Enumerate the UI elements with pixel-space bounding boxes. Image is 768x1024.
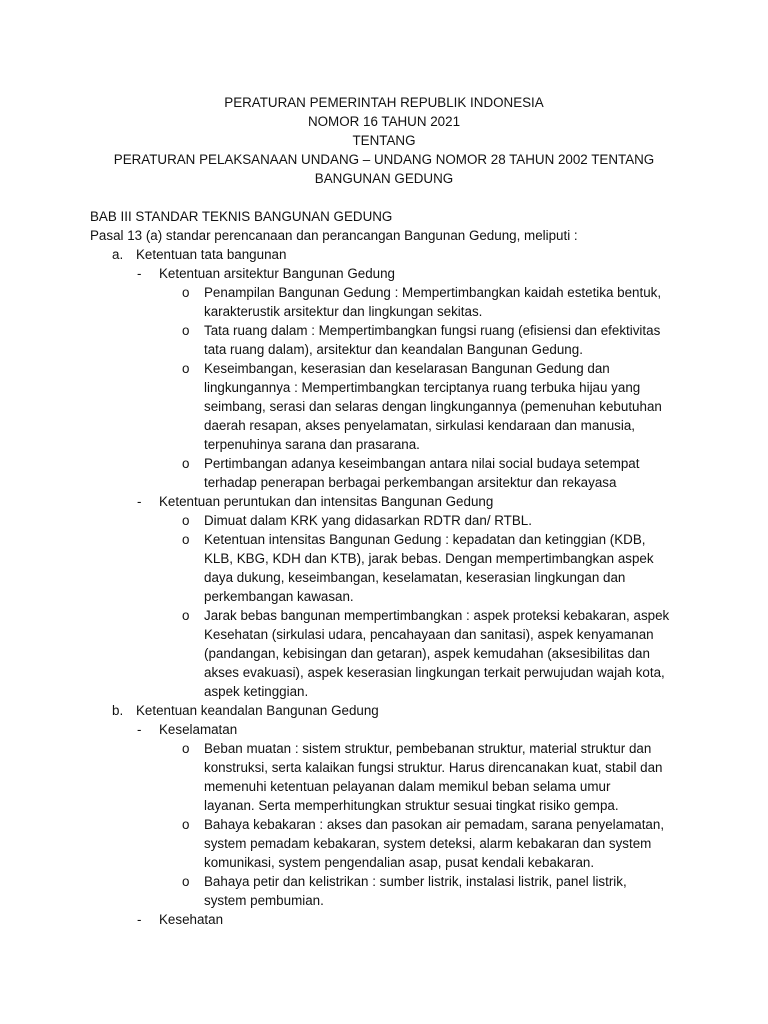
dash-bullet: - <box>137 722 142 737</box>
bullet-item-text: Dimuat dalam KRK yang didasarkan RDTR dan/ RTBL. <box>204 513 532 528</box>
bullet-item-line <box>90 891 730 910</box>
bullet-item-text: tata ruang dalam), arsitektur dan keandalan Bangunan Gedung. <box>204 342 583 357</box>
bullet-item-line <box>90 663 730 682</box>
bullet-item-line <box>90 359 730 378</box>
circle-bullet-icon: o <box>182 513 190 528</box>
chapter-title-text: BAB III STANDAR TEKNIS BANGUNAN GEDUNG <box>90 209 393 224</box>
bullet-item-line <box>90 834 730 853</box>
circle-bullet-icon: o <box>182 532 190 547</box>
document-heading <box>0 93 768 188</box>
heading-line: TENTANG <box>352 133 416 148</box>
bullet-item-line <box>90 682 730 701</box>
bullet-item-text: lingkungannya : Mempertimbangkan terciptanya ruang terbuka hijau yang <box>204 380 641 395</box>
bullet-item-text: system pembumian. <box>204 893 324 908</box>
subsection-title: Ketentuan peruntukan dan intensitas Bangunan Gedung <box>159 494 494 509</box>
circle-bullet-icon: o <box>182 323 190 338</box>
document-body <box>90 207 730 929</box>
bullet-item-text: Keseimbangan, keserasian dan keselarasan Bangunan Gedung dan <box>204 361 610 376</box>
bullet-item-text: Ketentuan intensitas Bangunan Gedung : kepadatan dan ketinggian (KDB, <box>204 532 646 547</box>
bullet-item-text: aspek ketinggian. <box>204 684 309 699</box>
bullet-item-line <box>90 511 730 530</box>
article-title <box>90 226 730 245</box>
bullet-item-line <box>90 815 730 834</box>
bullet-item-line <box>90 796 730 815</box>
bullet-item-text: Jarak bebas bangunan mempertimbangkan : aspek proteksi kebakaran, aspek <box>204 608 670 623</box>
bullet-item-line <box>90 853 730 872</box>
bullet-item-line <box>90 872 730 891</box>
circle-bullet-icon: o <box>182 608 190 623</box>
article-title-text: Pasal 13 (a) standar perencanaan dan perancangan Bangunan Gedung, meliputi : <box>90 228 578 243</box>
subsection-item <box>90 264 730 283</box>
heading-line: NOMOR 16 TAHUN 2021 <box>307 114 461 129</box>
bullet-item-line <box>90 302 730 321</box>
subsection-item <box>90 910 730 929</box>
bullet-item-line <box>90 777 730 796</box>
bullet-item-text: daerah resapan, akses penyelamatan, sirkulasi kendaraan dan manusia, <box>204 418 635 433</box>
dash-bullet: - <box>137 912 142 927</box>
section-marker: b. <box>112 703 124 718</box>
circle-bullet-icon: o <box>182 817 190 832</box>
bullet-item-line <box>90 378 730 397</box>
bullet-item-line <box>90 530 730 549</box>
circle-bullet-icon: o <box>182 874 190 889</box>
section-item <box>90 701 730 720</box>
bullet-item-line <box>90 473 730 492</box>
bullet-item-line <box>90 340 730 359</box>
bullet-item-line <box>90 435 730 454</box>
dash-bullet: - <box>137 494 142 509</box>
heading-line: PERATURAN PELAKSANAAN UNDANG – UNDANG NOMOR 28 TAHUN 2002 TENTANG <box>113 152 655 167</box>
bullet-item-text: KLB, KBG, KDH dan KTB), jarak bebas. Dengan mempertimbangkan aspek <box>204 551 654 566</box>
bullet-item-text: komunikasi, system pengendalian asap, pusat kendali kebakaran. <box>204 855 595 870</box>
chapter-title <box>90 207 730 226</box>
bullet-item-text: seimbang, serasi dan selaras dengan lingkungannya (pemenuhan kebutuhan <box>204 399 662 414</box>
dash-bullet: - <box>137 266 142 281</box>
bullet-item-line <box>90 454 730 473</box>
subsection-title: Ketentuan arsitektur Bangunan Gedung <box>159 266 395 281</box>
bullet-item-line <box>90 321 730 340</box>
section-marker: a. <box>112 247 124 262</box>
circle-bullet-icon: o <box>182 361 190 376</box>
subsection-title: Keselamatan <box>159 722 238 737</box>
bullet-item-line <box>90 625 730 644</box>
bullet-item-line <box>90 587 730 606</box>
bullet-item-text: Beban muatan : sistem struktur, pembebanan struktur, material struktur dan <box>204 741 652 756</box>
section-title: Ketentuan tata bangunan <box>136 247 287 262</box>
bullet-item-text: Bahaya kebakaran : akses dan pasokan air pemadam, sarana penyelamatan, <box>204 817 665 832</box>
bullet-item-line <box>90 644 730 663</box>
bullet-item-line <box>90 549 730 568</box>
bullet-item-text: terpenuhinya sarana dan prasarana. <box>204 437 420 452</box>
bullet-item-text: (pandangan, kebisingan dan getaran), aspek kemudahan (aksesibilitas dan <box>204 646 650 661</box>
subsection-item <box>90 720 730 739</box>
bullet-item-text: Pertimbangan adanya keseimbangan antara nilai social budaya setempat <box>204 456 640 471</box>
bullet-item-text: terhadap penerapan berbagai perkembangan arsitektur dan rekayasa <box>204 475 617 490</box>
bullet-item-text: Tata ruang dalam : Mempertimbangkan fungsi ruang (efisiensi dan efektivitas <box>204 323 661 338</box>
circle-bullet-icon: o <box>182 741 190 756</box>
bullet-item-text: system pemadam kebakaran, system deteksi, alarm kebakaran dan system <box>204 836 652 851</box>
bullet-item-line <box>90 283 730 302</box>
bullet-item-text: Penampilan Bangunan Gedung : Mempertimbangkan kaidah estetika bentuk, <box>204 285 662 300</box>
bullet-item-line <box>90 606 730 625</box>
subsection-item <box>90 492 730 511</box>
bullet-item-text: perkembangan kawasan. <box>204 589 354 604</box>
bullet-item-line <box>90 416 730 435</box>
bullet-item-text: konstruksi, serta kalaikan fungsi struktur. Harus direncanakan kuat, stabil dan <box>204 760 663 775</box>
circle-bullet-icon: o <box>182 456 190 471</box>
bullet-item-text: memenuhi ketentuan pelayanan dalam memikul beban selama umur <box>204 779 611 794</box>
subsection-title: Kesehatan <box>159 912 224 927</box>
bullet-item-text: Bahaya petir dan kelistrikan : sumber listrik, instalasi listrik, panel listrik, <box>204 874 627 889</box>
bullet-item-text: karakterustik arsitektur dan lingkungan sekitas. <box>204 304 483 319</box>
bullet-item-line <box>90 397 730 416</box>
circle-bullet-icon: o <box>182 285 190 300</box>
section-item <box>90 245 730 264</box>
outline-list <box>90 245 730 929</box>
bullet-item-text: daya dukung, keseimbangan, keselamatan, keserasian lingkungan dan <box>204 570 626 585</box>
heading-line: PERATURAN PEMERINTAH REPUBLIK INDONESIA <box>224 95 544 110</box>
bullet-item-line <box>90 568 730 587</box>
bullet-item-text: layanan. Serta memperhitungkan struktur sesuai tingkat risiko gempa. <box>204 798 619 813</box>
bullet-item-text: Kesehatan (sirkulasi udara, pencahayaan dan sanitasi), aspek kenyamanan <box>204 627 654 642</box>
section-title: Ketentuan keandalan Bangunan Gedung <box>136 703 379 718</box>
bullet-item-text: akses evakuasi), aspek keserasian lingkungan terkait perwujudan wajah kota, <box>204 665 665 680</box>
heading-line: BANGUNAN GEDUNG <box>314 171 454 186</box>
bullet-item-line <box>90 739 730 758</box>
bullet-item-line <box>90 758 730 777</box>
